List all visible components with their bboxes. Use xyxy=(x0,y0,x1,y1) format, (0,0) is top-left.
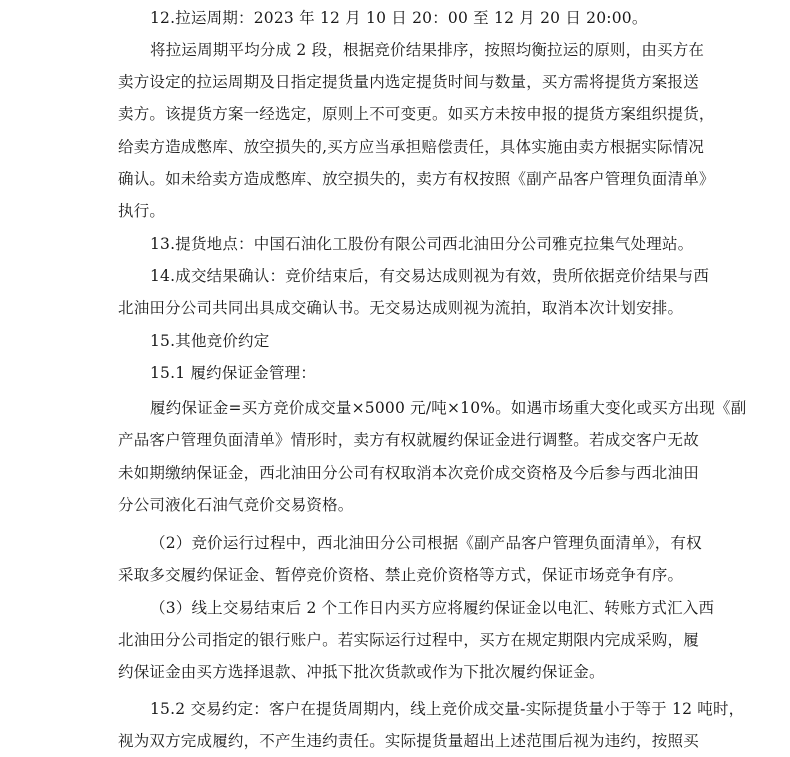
paragraph-line: 产品客户管理负面清单》情形时，卖方有权就履约保证金进行调整。若成交客户无故 xyxy=(118,431,699,449)
paragraph-line: 视为双方完成履约，不产生违约责任。实际提货量超出上述范围后视为违约，按照买 xyxy=(118,732,699,750)
paragraph-line: 分公司液化石油气竞价交易资格。 xyxy=(118,496,354,514)
paragraph-line: 卖方设定的拉运周期及日指定提货量内选定提货时间与数量，买方需将提货方案报送 xyxy=(118,73,699,91)
paragraph-line: 采取多交履约保证金、暂停竞价资格、禁止竞价资格等方式，保证市场竞争有序。 xyxy=(118,566,684,584)
clause-15-2-trade-agreement: 15.2 交易约定：客户在提货周期内，线上竞价成交量-实际提货量小于等于 12 吨时， xyxy=(150,700,745,718)
paragraph-line: 将拉运周期平均分成 2 段，根据竞价结果排序，按照均衡拉运的原则，由买方在 xyxy=(150,41,705,59)
paragraph-line: 未如期缴纳保证金，西北油田分公司有权取消本次竞价成交资格及今后参与西北油田 xyxy=(118,464,699,482)
paragraph-line: （2）竞价运行过程中，西北油田分公司根据《副产品客户管理负面清单》，有权 xyxy=(150,534,702,552)
paragraph-line: 确认。如未给卖方造成憋库、放空损失的，卖方有权按照《副产品客户管理负面清单》 xyxy=(118,170,715,188)
clause-13-pickup-location: 13.提货地点：中国石油化工股份有限公司西北油田分公司雅克拉集气处理站。 xyxy=(150,235,694,253)
paragraph-line: 执行。 xyxy=(118,202,166,220)
paragraph-line: 履约保证金=买方竞价成交量×5000 元/吨×10%。如遇市场重大变化或买方出现《副 xyxy=(150,399,747,417)
paragraph-line: 卖方。该提货方案一经选定，原则上不可变更。如买方未按申报的提货方案组织提货， xyxy=(118,105,715,123)
paragraph-line: 约保证金由买方选择退款、冲抵下批次货款或作为下批次履约保证金。 xyxy=(118,663,605,681)
clause-15-heading: 15.其他竞价约定 xyxy=(150,332,270,350)
clause-12-pickup-period: 12.拉运周期：2023 年 12 月 10 日 20：00 至 12 月 20 日 20:00。 xyxy=(150,9,648,27)
paragraph-line: 北油田分公司指定的银行账户。若实际运行过程中，买方在规定期限内完成采购，履 xyxy=(118,631,699,649)
clause-14-result-confirmation: 14.成交结果确认：竞价结束后，有交易达成则视为有效，贵所依据竞价结果与西 xyxy=(150,267,710,285)
clause-15-1-heading: 15.1 履约保证金管理： xyxy=(150,364,317,382)
paragraph-line: 北油田分公司共同出具成交确认书。无交易达成则视为流拍，取消本次计划安排。 xyxy=(118,299,684,317)
paragraph-line: 给卖方造成憋库、放空损失的,买方应当承担赔偿责任，具体实施由卖方根据实际情况 xyxy=(118,138,705,156)
paragraph-line: （3）线上交易结束后 2 个工作日内买方应将履约保证金以电汇、转账方式汇入西 xyxy=(150,599,715,617)
